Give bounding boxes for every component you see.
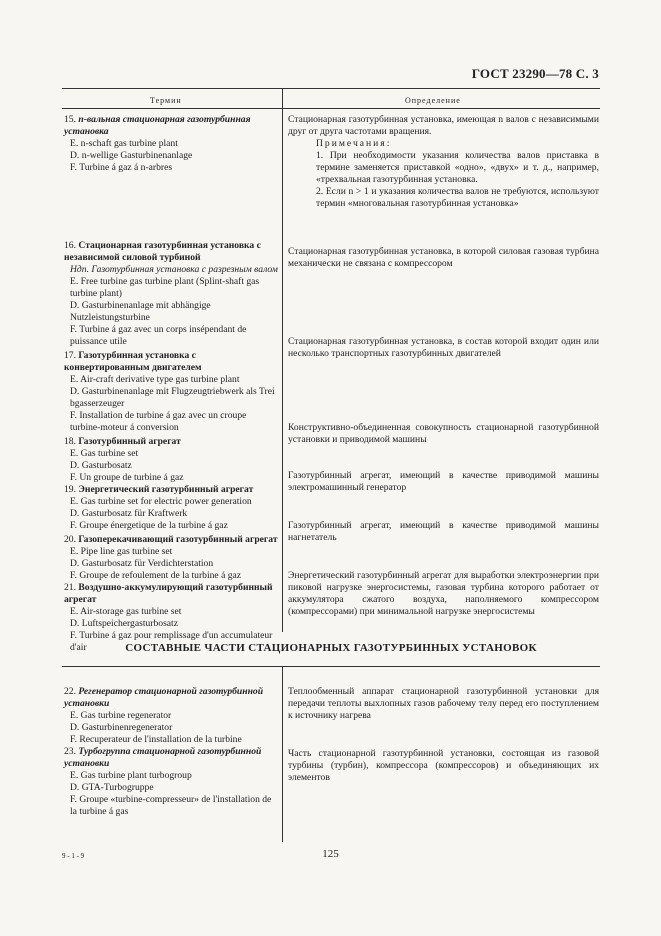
term-entry-22: 22. Регенератор стационарной газотурбинной установки E. Gas turbine regenerator D. Gasturbinenregenerator F. Recuperateur de l'installation de la turbine <box>64 686 264 745</box>
page-header: ГОСТ 23290—78 С. 3 <box>471 66 599 81</box>
page-number: 125 <box>322 848 339 860</box>
term-title: Воздушно-аккумулирующий газотурбинный агрегат <box>64 582 273 605</box>
definition-18: Конструктивно-объединенная совокупность стационарной газотурбинной установки и приводимой машины <box>288 422 599 445</box>
term-title: Стационарная газотурбинная установка с независимой силовой турбиной <box>64 240 261 263</box>
term-title: Газоперекачивающий газотурбинный агрегат <box>78 534 278 545</box>
column-head-term: Термин <box>150 96 182 105</box>
definition-23: Часть стационарной газотурбинной установки, состоящая из газовой турбины (турбин), компрессора (компрессоров) и объединяющих их элементов <box>288 748 599 783</box>
definition-22: Теплообменный аппарат стационарной газотурбинной установки для передачи теплоты выхлопных газов рабочему телу перед его поступлением к источнику нагрева <box>288 686 599 721</box>
print-code: 9 - 1 - 9 <box>62 852 85 860</box>
terms-column-1 <box>64 114 278 660</box>
definitions-column-1 <box>288 114 599 618</box>
term-title: Газотурбинная установка с конвертированным двигателем <box>64 350 202 373</box>
term-entry-18: 18. Газотурбинный агрегат E. Gas turbine set D. Gasturbosatz F. Un groupe de turbine á gaz <box>64 436 184 483</box>
definition-17: Стационарная газотурбинная установка, в состав которой входит один или несколько транспортных газотурбинных двигателей <box>288 336 599 359</box>
term-title: Турбогруппа стационарной газотурбинной установки <box>64 746 262 769</box>
definition-15: Стационарная газотурбинная установка, имеющая n валов с независимыми друг от друга частотами вращения. Примечания: 1. При необходимости указания количества валов приставка в термине заменяется приставкой «одно», «двух» и т. д., например, «трехвальная газотурбинная установка. 2. Если n > 1 и указания количества валов не требуются, используют термин «многовальная газотурбинная установка» <box>288 114 599 209</box>
term-title: Регенератор стационарной газотурбинной установки <box>64 686 264 709</box>
table-head-rule <box>62 108 600 109</box>
terms-column-2 <box>64 686 278 824</box>
definition-19: Газотурбинный агрегат, имеющий в качестве приводимой машины электромашинный генератор <box>288 470 599 493</box>
column-head-definition: Определение <box>405 96 461 105</box>
definitions-column-2 <box>288 686 599 784</box>
term-entry-15: 15. n-вальная стационарная газотурбинная установка E. n-schaft gas turbine plant D. n-wellige Gasturbinenanlage F. Turbine á gaz á n-arbres <box>64 114 251 173</box>
table-top-rule <box>62 88 600 89</box>
column-divider-2 <box>282 666 283 842</box>
definition-16: Стационарная газотурбинная установка, в которой силовая газовая турбина механически не связана с компрессором <box>288 246 599 269</box>
term-entry-21: 21. Воздушно-аккумулирующий газотурбинный агрегат E. Air-storage gas turbine set D. Luftspeichergasturbosatz F. Turbine á gaz pour remplissage d'un accumulateur d'air <box>64 582 273 653</box>
column-divider <box>282 88 283 632</box>
term-entry-17: 17. Газотурбинная установка с конвертированным двигателем E. Air-craft derivative type gas turbine plant D. Gasturbinenanlage mit Flugzeugtriebwerk als Trei bgasserzeuger F. Installation de turbine á gaz avec un croupe turbine-moteur á conversion <box>64 350 275 433</box>
section-rule <box>62 666 600 667</box>
definition-21: Энергетический газотурбинный агрегат для выработки электроэнергии при пиковой нагрузке энергосистемы, газовая турбина которого работает от аккумулятора сжатого воздуха, наполняемого компрессором (компрессорами) при минимальной нагрузке энергосистемы <box>288 570 599 617</box>
definition-20: Газотурбинный агрегат, имеющий в качестве приводимой машины нагнетатель <box>288 520 599 543</box>
term-entry-16: 16. Стационарная газотурбинная установка с независимой силовой турбиной Ндп. Газотурбинная установка с разрезным валом E. Free turbine gas turbine plant (Splint-shaft gas turbine plant) D. Gasturbinenanlage mit abhängige Nutzleistungsturbine F. Turbine á gaz avec un corps insépendant de puissance utile <box>64 240 278 347</box>
term-title: n-вальная стационарная газотурбинная установка <box>64 114 251 137</box>
term-entry-19: 19. Энергетический газотурбинный агрегат E. Gas turbine set for electric power generation D. Gasturbosatz für Kraftwerk F. Groupe énergetique de la turbine á gaz <box>64 484 254 531</box>
section-title: СОСТАВНЫЕ ЧАСТИ СТАЦИОНАРНЫХ ГАЗОТУРБИННЫХ УСТАНОВОК <box>125 642 537 654</box>
term-title: Газотурбинный агрегат <box>78 436 181 447</box>
term-entry-23: 23. Турбогруппа стационарной газотурбинной установки E. Gas turbine plant turbogroup D. GTA-Turbogruppe F. Groupe «turbine-compresseur» de l'installation de la turbine á gas <box>64 746 272 817</box>
term-title: Энергетический газотурбинный агрегат <box>78 484 254 495</box>
term-entry-20: 20. Газоперекачивающий газотурбинный агрегат E. Pipe line gas turbine set D. Gasturbosatz für Verdichterstation F. Groupe de refoulement de la turbine á gaz <box>64 534 278 581</box>
